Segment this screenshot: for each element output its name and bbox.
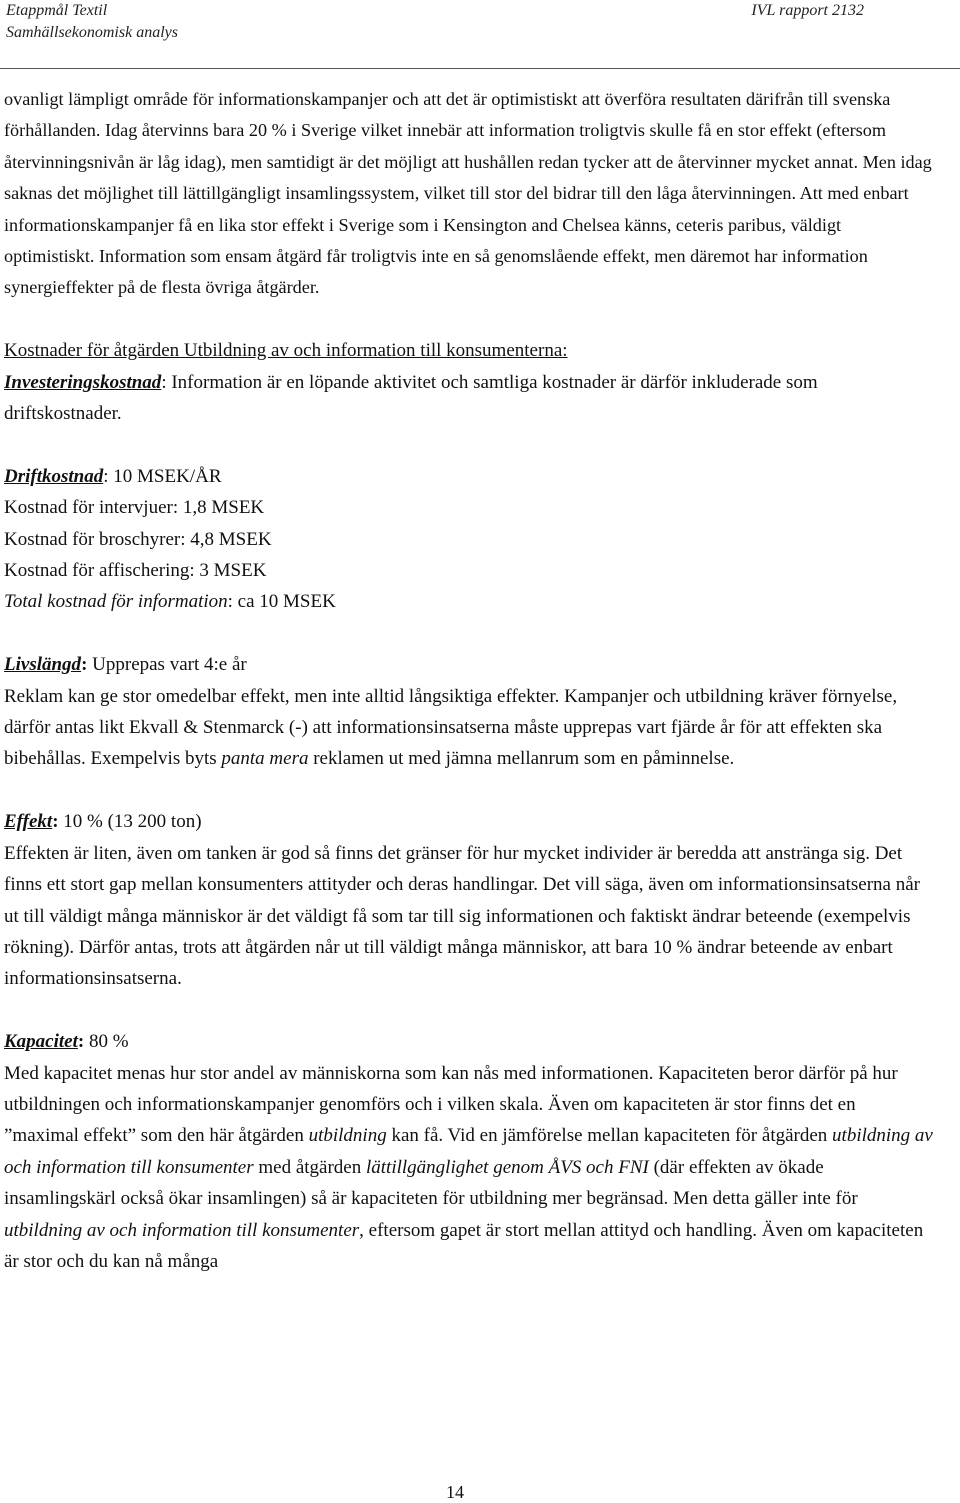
cost-posters: Kostnad för affischering: 3 MSEK — [4, 560, 267, 582]
lifetime-colon: : — [81, 654, 88, 676]
effect-colon: : — [52, 811, 59, 833]
investment-cost — [4, 367, 934, 430]
lifetime-label: Livslängd — [4, 654, 82, 676]
header-report-number: IVL rapport 2132 — [751, 2, 864, 19]
capacity-italic-1: utbildning — [308, 1125, 387, 1147]
capacity-colon: : — [77, 1031, 85, 1053]
document-body — [4, 84, 934, 1277]
capacity-text-5: , eftersom gapet är stort mellan attityd och handling. Även om kapaciteten är stor och du kan nå många — [4, 1219, 924, 1272]
effect-paragraph: Effekten är liten, även om tanken är god så finns det gränser för hur mycket individer är beredda att anstränga sig. Det finns ett stort gap mellan konsumenters attityder och deras handlingar. Det vill säga, även om informationsinsatserna når ut till väldigt många människor är det väldigt få som tar till sig informationen och faktiskt ändrar beteende (exempelvis rökning). Därför antas, trots att åtgärden når ut till väldigt många människor, att bara 10 % ändrar beteende av enbart informationsinsatserna. — [4, 842, 920, 990]
operating-text: : 10 MSEK/ÅR — [103, 465, 222, 487]
capacity-label: Kapacitet — [4, 1031, 78, 1053]
header-report-title: Etappmål Textil — [6, 2, 108, 19]
effect-label: Effekt — [4, 811, 53, 833]
capacity — [4, 1026, 934, 1057]
capacity-text-4: (där effekten av ökade insamlingskärl också ökar insamlingen) så är kapaciteten för utbildning mer begränsad. Men detta gäller inte för — [4, 1156, 858, 1210]
operating-cost — [4, 461, 934, 492]
lifetime — [4, 649, 934, 680]
capacity-paragraph — [4, 1058, 934, 1278]
capacity-text-2: kan få. Vid en jämförelse mellan kapaciteten för åtgärden — [386, 1125, 833, 1147]
lifetime-paragraph — [4, 681, 934, 775]
costs-heading: Kostnader för åtgärden Utbildning av och information till konsumenterna: — [4, 340, 568, 362]
capacity-italic-3: lättillgänglighet genom ÅVS och FNI — [366, 1156, 649, 1178]
operating-label: Driftkostnad — [4, 465, 104, 487]
lifetime-para-italic: panta mera — [221, 748, 309, 770]
lifetime-text: Upprepas vart 4:e år — [87, 654, 247, 676]
total-text: : ca 10 MSEK — [227, 591, 336, 613]
effect — [4, 806, 934, 837]
cost-interviews: Kostnad för intervjuer: 1,8 MSEK — [4, 497, 265, 519]
capacity-text: 80 % — [84, 1031, 129, 1053]
capacity-text-3: med åtgärden — [253, 1156, 366, 1178]
investment-label: Investeringskostnad — [4, 371, 162, 393]
investment-text: : Information är en löpande aktivitet och samtliga kostnader är därför inkluderade som driftskostnader. — [4, 371, 818, 425]
header-report-subtitle: Samhällsekonomisk analys — [6, 24, 178, 41]
lifetime-para-b: reklamen ut med jämna mellanrum som en påminnelse. — [308, 748, 735, 770]
page-number: 14 — [446, 1482, 464, 1502]
lifetime-para-a: Reklam kan ge stor omedelbar effekt, men inte alltid långsiktiga effekter. Kampanjer och utbildning kräver förnyelse, därför antas likt Ekvall & Stenmarck (-) att informationsinsatserna måste upprepas vart fjärde år för att effekten ska bibehållas. Exempelvis byts — [4, 685, 898, 770]
cost-brochures: Kostnad för broschyrer: 4,8 MSEK — [4, 528, 272, 550]
capacity-italic-4: utbildning av och information till konsumenter — [4, 1219, 360, 1241]
effect-text: 10 % (13 200 ton) — [58, 811, 202, 833]
header-right — [751, 0, 864, 22]
total-cost — [4, 586, 934, 617]
header-left — [6, 0, 178, 44]
capacity-italic-2: utbildning av och information till konsumenter — [4, 1125, 933, 1178]
capacity-text-1: Med kapacitet menas hur stor andel av människorna som kan nås med informationen. Kapaciteten beror därför på hur utbildningen och informationskampanjer genomförs och i vilken skala. Även om kapaciteten är stor finns det en ”maximal effekt” som den här åtgärden — [4, 1062, 898, 1147]
page-header — [0, 0, 960, 69]
total-label: Total kostnad för information — [4, 591, 228, 613]
paragraph-intro: ovanligt lämpligt område för informationskampanjer och att det är optimistiskt att överföra resultaten därifrån till svenska förhållanden. Idag återvinns bara 20 % i Sverige vilket innebär att information troligtvis skulle få en stor effekt (eftersom återvinningsnivån är låg idag), men samtidigt är det möjligt att hushållen redan tycker att de återvinner mycket annat. Men idag saknas det möjlighet till lättillgängligt insamlingssystem, vilket till stor del bidrar till den låga återvinningen. Att med enbart informationskampanjer få en lika stor effekt i Sverige som i Kensington and Chelsea känns, ceteris paribus, väldigt optimistiskt. Information som ensam åtgärd får troligtvis inte en så genomslående effekt, men däremot har information synergieffekter på de flesta övriga åtgärder. — [4, 89, 932, 298]
